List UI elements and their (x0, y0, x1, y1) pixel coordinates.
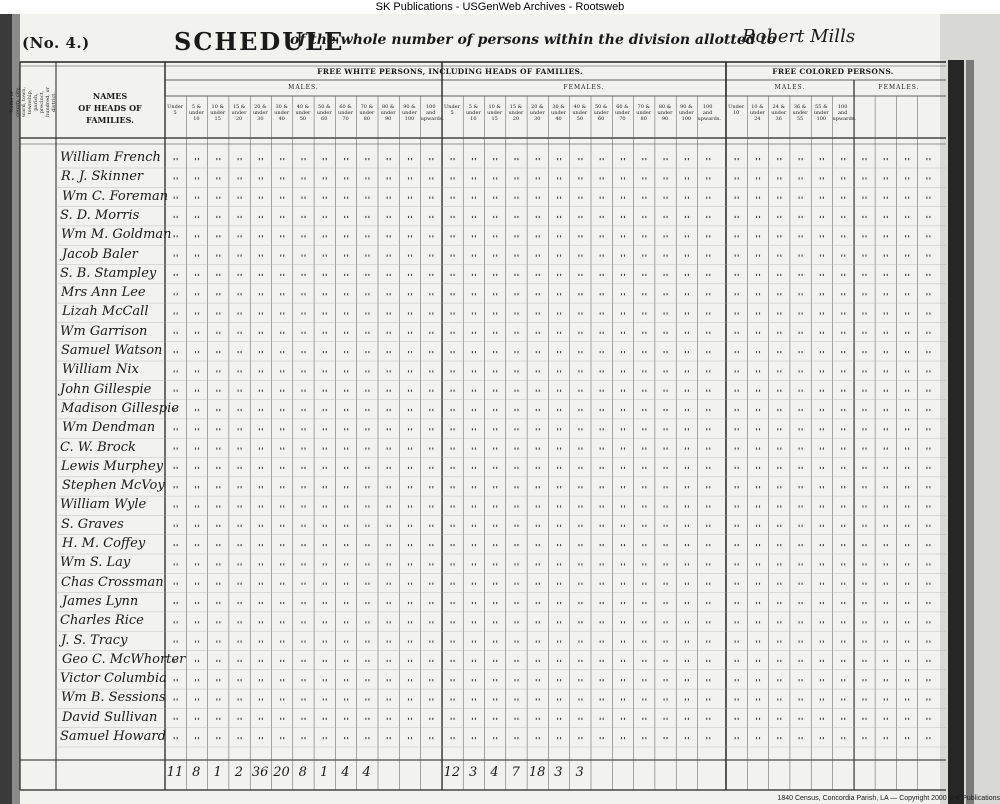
age-column-label: 15 & under 20 (508, 104, 524, 122)
total-value: 11 (166, 765, 184, 780)
age-column-label: 60 & under 70 (614, 104, 630, 122)
family-head-name: S. D. Morris (60, 207, 140, 223)
family-head-name: Wm Garrison (60, 323, 148, 339)
family-head-name: Victor Columbia (60, 671, 167, 687)
colored-persons-header: FREE COLORED PERSONS. (772, 67, 894, 76)
age-column-label: 70 & under 80 (636, 104, 652, 122)
archive-banner: SK Publications - USGenWeb Archives - Rootsweb (0, 0, 1000, 14)
family-head-name: Stephen McVoy (62, 478, 165, 494)
age-column-label: 30 & under 40 (274, 104, 290, 122)
total-value: 7 (511, 765, 520, 780)
age-column-label: 36 & under 55 (792, 104, 808, 122)
family-head-name: William Nix (62, 362, 139, 378)
white-females-label: FEMALES. (563, 84, 605, 91)
family-head-name: John Gillespie (60, 381, 152, 397)
family-head-name: Wm Dendman (62, 420, 156, 436)
age-column-label: 100 and upwards. (697, 104, 721, 122)
total-value: 2 (234, 765, 244, 780)
age-column-label: 40 & under 50 (295, 104, 311, 122)
family-head-name: Geo C. McWhorter (62, 651, 186, 667)
age-column-label: 100 and upwards. (420, 104, 445, 122)
family-head-name: Wm S. Lay (60, 555, 131, 571)
family-head-name: Mrs Ann Lee (61, 285, 146, 301)
total-value: 8 (298, 765, 307, 780)
total-value: 3 (554, 765, 563, 780)
age-column-label: 5 & under 10 (188, 104, 204, 122)
total-value: 3 (469, 765, 478, 780)
age-column-label: 10 & under 24 (749, 104, 765, 122)
family-head-name: Lewis Murphey (61, 458, 164, 474)
family-head-name: William Wyle (60, 497, 147, 513)
age-column-label: Under 5 (167, 104, 184, 116)
schedule-title: SCHEDULE (174, 27, 345, 56)
total-value: 18 (528, 765, 546, 780)
total-value: 1 (319, 765, 329, 780)
total-value: 4 (490, 765, 499, 780)
colored-females-label: FEMALES. (878, 84, 920, 91)
age-column-label: 30 & under 40 (551, 104, 567, 122)
family-head-name: Wm M. Goldman (61, 227, 172, 243)
names-header-line-1: NAMES (92, 91, 128, 101)
schedule-subtitle: of the whole number of persons within the division allotted to (290, 32, 777, 48)
side-header: Name of county, city, ward, town, township, parish, precinct, hundred, or district. (9, 86, 57, 118)
family-head-name: William French (60, 150, 161, 165)
age-column-label: 10 & under 15 (210, 104, 226, 122)
family-head-name: Lizah McCall (62, 304, 149, 320)
sheet-number: (No. 4.) (22, 34, 90, 52)
family-head-name: Madison Gillespie (61, 400, 179, 416)
total-value: 4 (362, 765, 371, 780)
family-head-name: James Lynn (62, 593, 139, 609)
family-head-name: Charles Rice (60, 613, 144, 629)
family-head-name: R. J. Skinner (61, 169, 144, 185)
age-column-label: 90 & under 100 (678, 104, 694, 122)
family-head-name: S. Graves (61, 516, 124, 532)
age-column-label: 90 & under 100 (401, 104, 417, 122)
white-males-label: MALES. (288, 84, 319, 91)
total-value: 20 (273, 765, 290, 780)
copyright-footer: 1840 Census, Concordia Parish, LA — Copyright 2000 S-K Publications (777, 795, 1000, 802)
age-column-label: 20 & under 30 (529, 104, 545, 122)
age-column-label: 100 and upwards. (832, 104, 856, 122)
total-value: 12 (443, 765, 461, 780)
family-head-name: Wm B. Sessions (61, 690, 166, 706)
age-column-label: 20 & under 30 (252, 104, 268, 122)
names-header (58, 90, 162, 126)
total-value: 1 (213, 765, 222, 780)
total-value: 36 (251, 765, 269, 780)
family-head-name: J. S. Tracy (61, 632, 128, 648)
family-head-name: David Sullivan (62, 709, 158, 725)
age-column-label: 24 & under 36 (771, 104, 787, 122)
age-column-label: 40 & under 50 (572, 104, 588, 122)
age-column-label: 50 & under 60 (593, 104, 609, 122)
family-head-name: Wm C. Foreman (62, 188, 169, 204)
total-value: 8 (192, 765, 201, 780)
family-head-name: Samuel Howard (60, 729, 166, 744)
age-column-label: 80 & under 90 (380, 104, 396, 122)
colored-males-label: MALES. (774, 84, 806, 91)
age-column-label: 70 & under 80 (359, 104, 375, 122)
age-column-label: 80 & under 90 (657, 104, 673, 122)
age-column-label: 55 & under 100 (813, 104, 829, 122)
division-handwritten: Robert Mills (742, 26, 856, 47)
family-head-name: Samuel Watson (61, 343, 163, 358)
family-head-name: H. M. Coffey (62, 536, 146, 551)
age-column-label: 5 & under 10 (465, 104, 481, 122)
total-value: 4 (341, 765, 350, 780)
age-column-label: 15 & under 20 (231, 104, 247, 122)
names-header-line-2: OF HEADS OF FAMILIES. (78, 103, 142, 125)
white-persons-header: FREE WHITE PERSONS, INCLUDING HEADS OF FAMILIES. (317, 67, 583, 76)
age-column-label: 10 & under 15 (487, 104, 503, 122)
age-column-label: Under 10 (728, 104, 745, 116)
age-column-label: 50 & under 60 (316, 104, 332, 122)
family-head-name: S. B. Stampley (60, 265, 157, 281)
age-column-label: Under 5 (444, 104, 461, 116)
family-head-name: Chas Crossman (61, 574, 164, 590)
family-head-name: C. W. Brock (60, 439, 136, 455)
family-head-name: Jacob Baler (62, 246, 138, 262)
age-column-label: 60 & under 70 (338, 104, 354, 122)
total-value: 3 (575, 765, 584, 780)
